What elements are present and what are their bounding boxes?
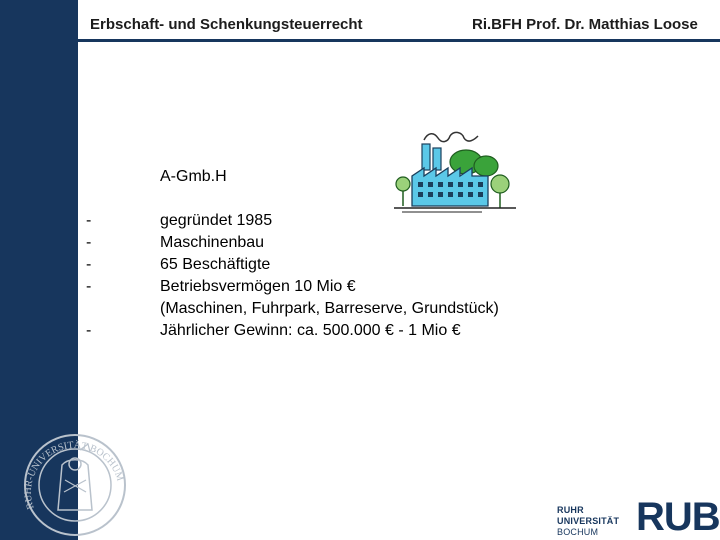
university-seal-icon <box>20 430 130 536</box>
wordmark-line-3: BOCHUM <box>557 527 599 537</box>
list-item-text: Jährlicher Gewinn: ca. 500.000 € - 1 Mio € <box>160 322 461 339</box>
list-dash: - <box>86 212 92 229</box>
list-item <box>86 320 499 342</box>
seal-text: RUHR-UNIVERSITÄT BOCHUM <box>22 439 126 511</box>
list-item-text: 65 Beschäftigte <box>160 256 271 273</box>
list-item <box>86 276 499 298</box>
list-dash: - <box>86 234 92 251</box>
university-logo-abbr: RUB <box>636 495 720 539</box>
list-dash: - <box>86 256 92 273</box>
list-dash <box>86 298 160 320</box>
wordmark-line-2: UNIVERSITÄT <box>557 516 620 526</box>
list-item <box>86 254 499 276</box>
company-name: A-Gmb.H <box>160 168 227 185</box>
header-title-right: Ri.BFH Prof. Dr. Matthias Loose <box>472 16 698 33</box>
list-dash: - <box>86 278 92 295</box>
list-dash: - <box>86 322 92 339</box>
list-item-text: (Maschinen, Fuhrpark, Barreserve, Grundstück) <box>160 300 499 317</box>
list-item <box>86 232 499 254</box>
list-item <box>86 298 499 320</box>
header-title-left: Erbschaft- und Schenkungsteuerrecht <box>90 16 363 33</box>
header-divider <box>78 39 720 42</box>
list-item-text: gegründet 1985 <box>160 212 273 229</box>
factory-icon <box>392 128 522 214</box>
fact-list <box>86 210 499 342</box>
university-wordmark <box>557 505 619 538</box>
list-item-text: Maschinenbau <box>160 234 265 251</box>
wordmark-line-1: RUHR <box>557 505 584 515</box>
list-item-text: Betriebsvermögen 10 Mio € <box>160 278 356 295</box>
